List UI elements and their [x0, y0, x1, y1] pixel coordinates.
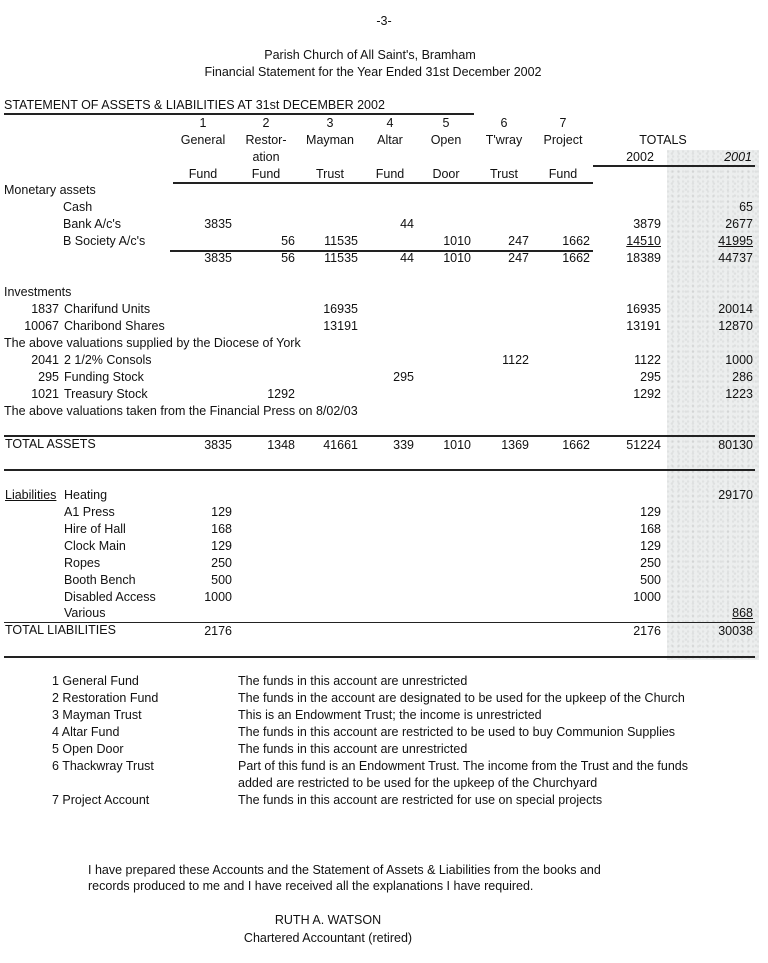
liability-2002: 1000 — [633, 590, 661, 604]
total-2001-value: 2677 — [725, 217, 753, 231]
fund-note-description: The funds in this account are restricted to be used to buy Communion Supplies — [238, 725, 676, 739]
liability-label: Various — [64, 606, 106, 620]
totals-2002-label: 2002 — [626, 150, 654, 164]
total-2002-value: 295 — [640, 370, 661, 384]
subtotal-value: 247 — [508, 251, 529, 265]
total-2001-value: 65 — [739, 200, 753, 214]
liability-label: Booth Bench — [64, 573, 136, 587]
column-name: Altar — [377, 133, 403, 147]
holding-label: Charifund Units — [64, 302, 151, 316]
fund-note-description: The funds in the account are designated to be used for the upkeep of the Church — [238, 691, 685, 705]
liability-label: A1 Press — [64, 505, 115, 519]
fund-value: 1010 — [443, 234, 471, 248]
subtotal-value: 1010 — [443, 251, 471, 265]
fund-note-description: The funds in this account are unrestricted — [238, 674, 468, 688]
fund-value: 3835 — [204, 217, 232, 231]
total-assets-value: 1348 — [267, 438, 295, 452]
holding-quantity: 1021 — [31, 387, 59, 401]
fund-note-description: The funds in this account are restricted for use on special projects — [238, 793, 603, 807]
holding-label: Treasury Stock — [64, 387, 148, 401]
subtotal-value: 1662 — [562, 251, 590, 265]
liability-value: 168 — [211, 522, 232, 536]
asset-row-label: Cash — [63, 200, 93, 214]
total-assets-top-rule — [4, 435, 755, 437]
heading-underline — [4, 113, 474, 115]
valuation-note-press: The above valuations taken from the Financial Press on 8/02/03 — [4, 404, 358, 418]
holding-quantity: 1837 — [31, 302, 59, 316]
totals-2001-label: 2001 — [724, 150, 752, 164]
column-header-rule — [173, 182, 593, 184]
liability-2002: 129 — [640, 539, 661, 553]
column-number: 4 — [386, 116, 394, 130]
asset-row-label: Bank A/c's — [63, 217, 121, 231]
fund-value: 16935 — [323, 302, 358, 316]
total-liabilities-2001: 30038 — [718, 624, 753, 638]
liability-2002: 168 — [640, 522, 661, 536]
liability-2002: 129 — [640, 505, 661, 519]
fund-value: 13191 — [323, 319, 358, 333]
total-assets-bottom-rule — [4, 469, 755, 471]
liability-label: Ropes — [64, 556, 101, 570]
liabilities-heading: Liabilities — [5, 488, 57, 502]
total-2001-value: 12870 — [718, 319, 753, 333]
signatory-name: RUTH A. WATSON — [274, 913, 382, 927]
total-2001-value: 286 — [732, 370, 753, 384]
total-liabilities-value: 2176 — [204, 624, 232, 638]
liability-value: 129 — [211, 539, 232, 553]
fund-value: 11535 — [324, 234, 358, 248]
liability-value: 500 — [211, 573, 232, 587]
heating-2001: 29170 — [718, 488, 753, 502]
column-name: Restor- — [245, 133, 287, 147]
monetary-assets-heading: Monetary assets — [4, 183, 96, 197]
fund-value: 1292 — [267, 387, 295, 401]
totals-header-rule — [593, 165, 755, 167]
total-liabilities-bottom-rule — [4, 656, 755, 658]
column-name: Project — [543, 133, 583, 147]
column-name: Mayman — [306, 133, 354, 147]
document-title: Parish Church of All Saint's, Bramham — [264, 48, 476, 62]
column-name: General — [180, 133, 226, 147]
fund-note-description: This is an Endowment Trust; the income is unrestricted — [238, 708, 542, 722]
liability-label: Hire of Hall — [64, 522, 126, 536]
column-number: 6 — [500, 116, 508, 130]
fund-value: 1662 — [562, 234, 590, 248]
subtotal-value: 11535 — [324, 251, 358, 265]
fund-note-name: 1 General Fund — [52, 674, 139, 688]
liability-2001: 868 — [732, 606, 753, 620]
holding-label: Funding Stock — [64, 370, 144, 384]
column-type: Fund — [548, 167, 578, 181]
liability-label: Disabled Access — [64, 590, 156, 604]
subtotal-value: 56 — [281, 251, 295, 265]
column-type: Trust — [489, 167, 518, 181]
column-name: Open — [430, 133, 462, 147]
subtotal-value: 44 — [400, 251, 414, 265]
total-2002-value: 1292 — [633, 387, 661, 401]
total-assets-2001: 80130 — [718, 438, 753, 452]
total-2002-value: 1122 — [634, 353, 661, 367]
fund-value: 295 — [393, 370, 414, 384]
document-subtitle: Financial Statement for the Year Ended 31st December 2002 — [204, 65, 542, 79]
total-liabilities-top-rule — [4, 622, 755, 623]
total-assets-value: 1662 — [562, 438, 590, 452]
fund-note-description-cont: added are restricted to be used for the upkeep of the Churchyard — [238, 776, 598, 790]
holding-quantity: 2041 — [31, 353, 59, 367]
page-number: -3- — [376, 14, 392, 28]
statement-heading: STATEMENT OF ASSETS & LIABILITIES AT 31st DECEMBER 2002 — [4, 98, 385, 112]
declaration-line-1: I have prepared these Accounts and the Statement of Assets & Liabilities from the books and — [88, 863, 601, 877]
total-assets-value: 339 — [393, 438, 414, 452]
fund-note-name: 2 Restoration Fund — [52, 691, 159, 705]
fund-note-name: 7 Project Account — [52, 793, 150, 807]
total-2001-value: 1000 — [725, 353, 753, 367]
column-number: 3 — [326, 116, 334, 130]
fund-note-name: 5 Open Door — [52, 742, 124, 756]
fund-value: 247 — [508, 234, 529, 248]
total-2001-value: 20014 — [718, 302, 753, 316]
holding-quantity: 295 — [38, 370, 59, 384]
liability-label: Clock Main — [64, 539, 126, 553]
liability-value: 1000 — [204, 590, 232, 604]
holding-label: Charibond Shares — [64, 319, 165, 333]
column-type: Fund — [251, 167, 281, 181]
total-assets-value: 41661 — [323, 438, 358, 452]
total-2001-value: 41995 — [718, 234, 753, 248]
asset-row-label: B Society A/c's — [63, 234, 146, 248]
total-2002-value: 13191 — [626, 319, 661, 333]
total-assets-value: 3835 — [204, 438, 232, 452]
fund-note-name: 6 Thackwray Trust — [52, 759, 154, 773]
liability-2002: 500 — [640, 573, 661, 587]
signatory-title: Chartered Accountant (retired) — [243, 931, 413, 945]
column-type: Fund — [188, 167, 218, 181]
column-number: 5 — [442, 116, 450, 130]
column-name: T'wray — [485, 133, 523, 147]
total-assets-2002: 51224 — [626, 438, 661, 452]
liability-heating-label: Heating — [64, 488, 108, 502]
column-type: Fund — [375, 167, 405, 181]
subtotal-2002: 18389 — [626, 251, 661, 265]
total-liabilities-label: TOTAL LIABILITIES — [5, 623, 116, 637]
fund-value: 44 — [400, 217, 414, 231]
total-2001-value: 1223 — [725, 387, 753, 401]
total-liabilities-2002: 2176 — [633, 624, 661, 638]
fund-note-description: Part of this fund is an Endowment Trust. The income from the Trust and the funds — [238, 759, 688, 773]
subtotal-2001: 44737 — [718, 251, 753, 265]
fund-note-description: The funds in this account are unrestricted — [238, 742, 468, 756]
column-name-cont: ation — [252, 150, 280, 164]
column-number: 7 — [559, 116, 567, 130]
total-assets-value: 1369 — [501, 438, 529, 452]
fund-note-name: 3 Mayman Trust — [52, 708, 142, 722]
total-2002-value: 14510 — [626, 234, 661, 248]
declaration-line-2: records produced to me and I have received all the explanations I have required. — [88, 879, 534, 893]
holding-label: 2 1/2% Consols — [64, 353, 152, 367]
liability-2002: 250 — [640, 556, 661, 570]
fund-note-name: 4 Altar Fund — [52, 725, 120, 739]
column-number: 2 — [262, 116, 270, 130]
fund-value: 1122 — [502, 353, 529, 367]
liability-value: 129 — [211, 505, 232, 519]
total-2002-value: 3879 — [633, 217, 661, 231]
valuation-note-diocese: The above valuations supplied by the Diocese of York — [4, 336, 301, 350]
column-number: 1 — [199, 116, 207, 130]
column-type: Trust — [315, 167, 344, 181]
fund-value: 56 — [281, 234, 295, 248]
total-assets-label: TOTAL ASSETS — [5, 437, 96, 451]
investments-heading: Investments — [4, 285, 72, 299]
holding-quantity: 10067 — [24, 319, 59, 333]
liability-value: 250 — [211, 556, 232, 570]
column-type: Door — [432, 167, 460, 181]
total-2002-value: 16935 — [626, 302, 661, 316]
totals-label: TOTALS — [639, 133, 687, 147]
total-assets-value: 1010 — [443, 438, 471, 452]
subtotal-value: 3835 — [204, 251, 232, 265]
